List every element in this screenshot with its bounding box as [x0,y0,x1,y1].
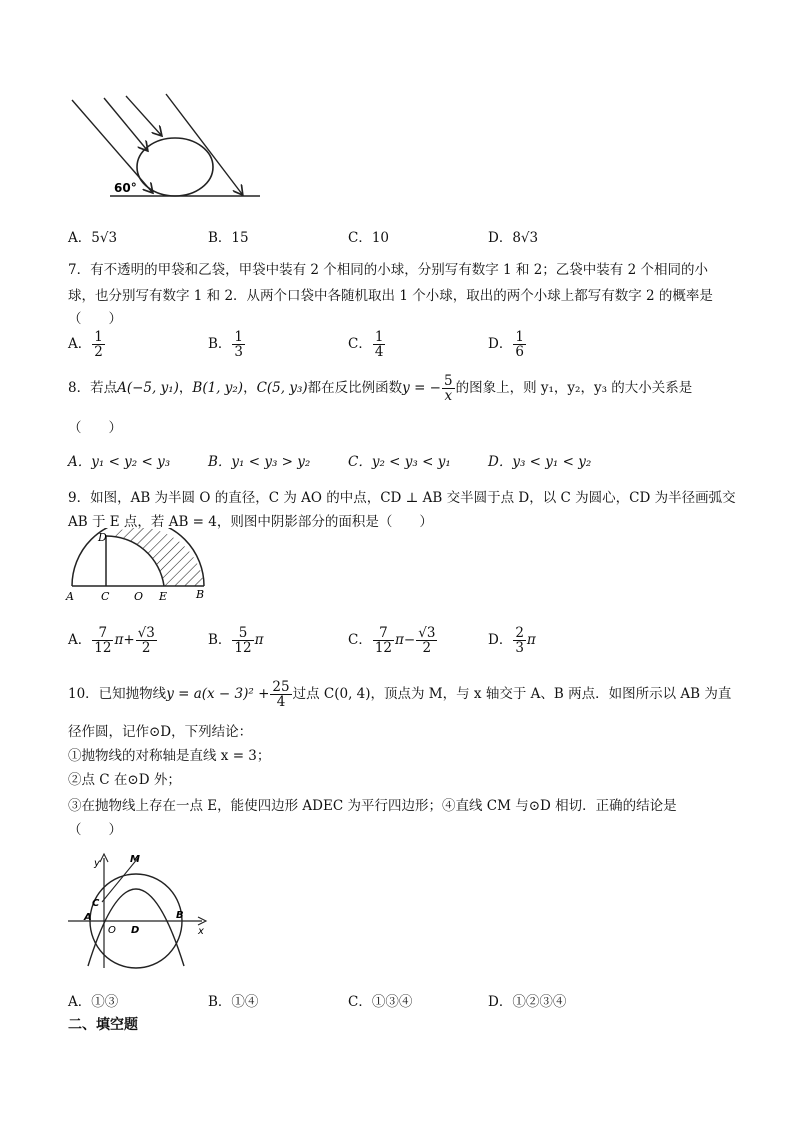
label-a: A [66,590,74,603]
label-x: x [198,926,204,937]
q10-option-b[interactable]: B．①④ [208,994,259,1010]
q10-line1: 10．已知抛物线y = a(x − 3)² + $\frac{25}{4}$ 过点 C(0, 4)，顶点为 M，与 x 轴交于 A、B 两点．如图所示以 AB 为直 [68,679,732,711]
q10-option-a[interactable]: A．①③ [68,994,119,1010]
semicircle-figure [64,528,214,604]
q7-option-b[interactable]: B． $\frac{1}{3}$ [208,329,244,361]
parabola-circle-figure [64,850,214,972]
label-c: C [92,898,100,909]
label-o: O [108,925,116,936]
q6-option-c[interactable]: C．10 [348,230,390,246]
q7-line3: （ ） [68,311,122,327]
q9-option-b[interactable]: B． $\frac{5}{12}$ π [208,625,264,657]
q10-conclusion-1: ①抛物线的对称轴是直线 x = 3； [68,748,271,764]
q8-option-c[interactable]: C．y₂ < y₃ < y₁ [348,454,451,470]
q10-conclusion-3-4: ③在抛物线上存在一点 E，能使四边形 ADEC 为平行四边形；④直线 CM 与⊙D 相切．正确的结论是 [68,798,677,814]
q9-option-d[interactable]: D． $\frac{2}{3}$ π [488,625,536,657]
label-c: C [101,590,110,603]
q7-line1: 7．有不透明的甲袋和乙袋，甲袋中装有 2 个相同的小球，分别写有数字 1 和 2；乙袋中装有 2 个相同的小 [68,262,708,278]
q6-option-d[interactable]: D．8√3 [488,230,539,246]
q9-line2: AB 于 E 点，若 AB = 4，则图中阴影部分的面积是（ ） [68,514,433,530]
label-a: A [84,912,92,923]
q8-line1: 8．若点A(−5, y₁)，B(1, y₂)，C(5, y₃)都在反比例函数y = − $\frac{5}{x}$ 的图象上，则 y₁，y₂，y₃ 的大小关系是 [68,373,693,405]
label-d: D [131,925,140,936]
label-o: O [134,590,144,603]
q10-conclusion-2: ②点 C 在⊙D 外； [68,772,181,788]
q7-option-d[interactable]: D． $\frac{1}{6}$ [488,329,524,361]
q8-option-b[interactable]: B．y₁ < y₃ > y₂ [208,454,311,470]
q8-line2: （ ） [68,420,122,436]
q7-line2: 球，也分别写有数字 1 和 2．从两个口袋中各随机取出 1 个小球，取出的两个小球上都写有数字 2 的概率是 [68,288,713,304]
label-e: E [159,590,168,603]
q8-option-d[interactable]: D．y₃ < y₁ < y₂ [488,454,592,470]
label-b: B [176,910,184,921]
q9-option-c[interactable]: C． $\frac{7}{12}$ π− $\frac{√3}{2}$ [348,625,436,657]
q8-option-a[interactable]: A．y₁ < y₂ < y₃ [68,454,171,470]
label-m: M [130,854,140,865]
sunlight-ball-figure [68,88,268,203]
q7-option-a[interactable]: A． $\frac{1}{2}$ [68,329,103,361]
angle-label: 60° [114,181,137,195]
q6-option-b[interactable]: B．15 [208,230,249,246]
label-b: B [196,588,205,601]
q10-option-c[interactable]: C．①③④ [348,994,413,1010]
section-heading: 二、填空题 [68,1017,138,1033]
q10-line2: 径作圆，记作⊙D，下列结论： [68,724,253,740]
q6-option-a[interactable]: A．5√3 [68,230,118,246]
q7-option-c[interactable]: C． $\frac{1}{4}$ [348,329,384,361]
q10-option-d[interactable]: D．①②③④ [488,994,567,1010]
q9-line1: 9．如图，AB 为半圆 O 的直径，C 为 AO 的中点，CD ⊥ AB 交半圆于点 D，以 C 为圆心，CD 为半径画弧交 [68,490,736,506]
label-d: D [98,531,107,544]
label-y: y [94,858,100,869]
q10-line6: （ ） [68,822,122,838]
q9-option-a[interactable]: A． $\frac{7}{12}$ π+ $\frac{√3}{2}$ [68,625,155,657]
